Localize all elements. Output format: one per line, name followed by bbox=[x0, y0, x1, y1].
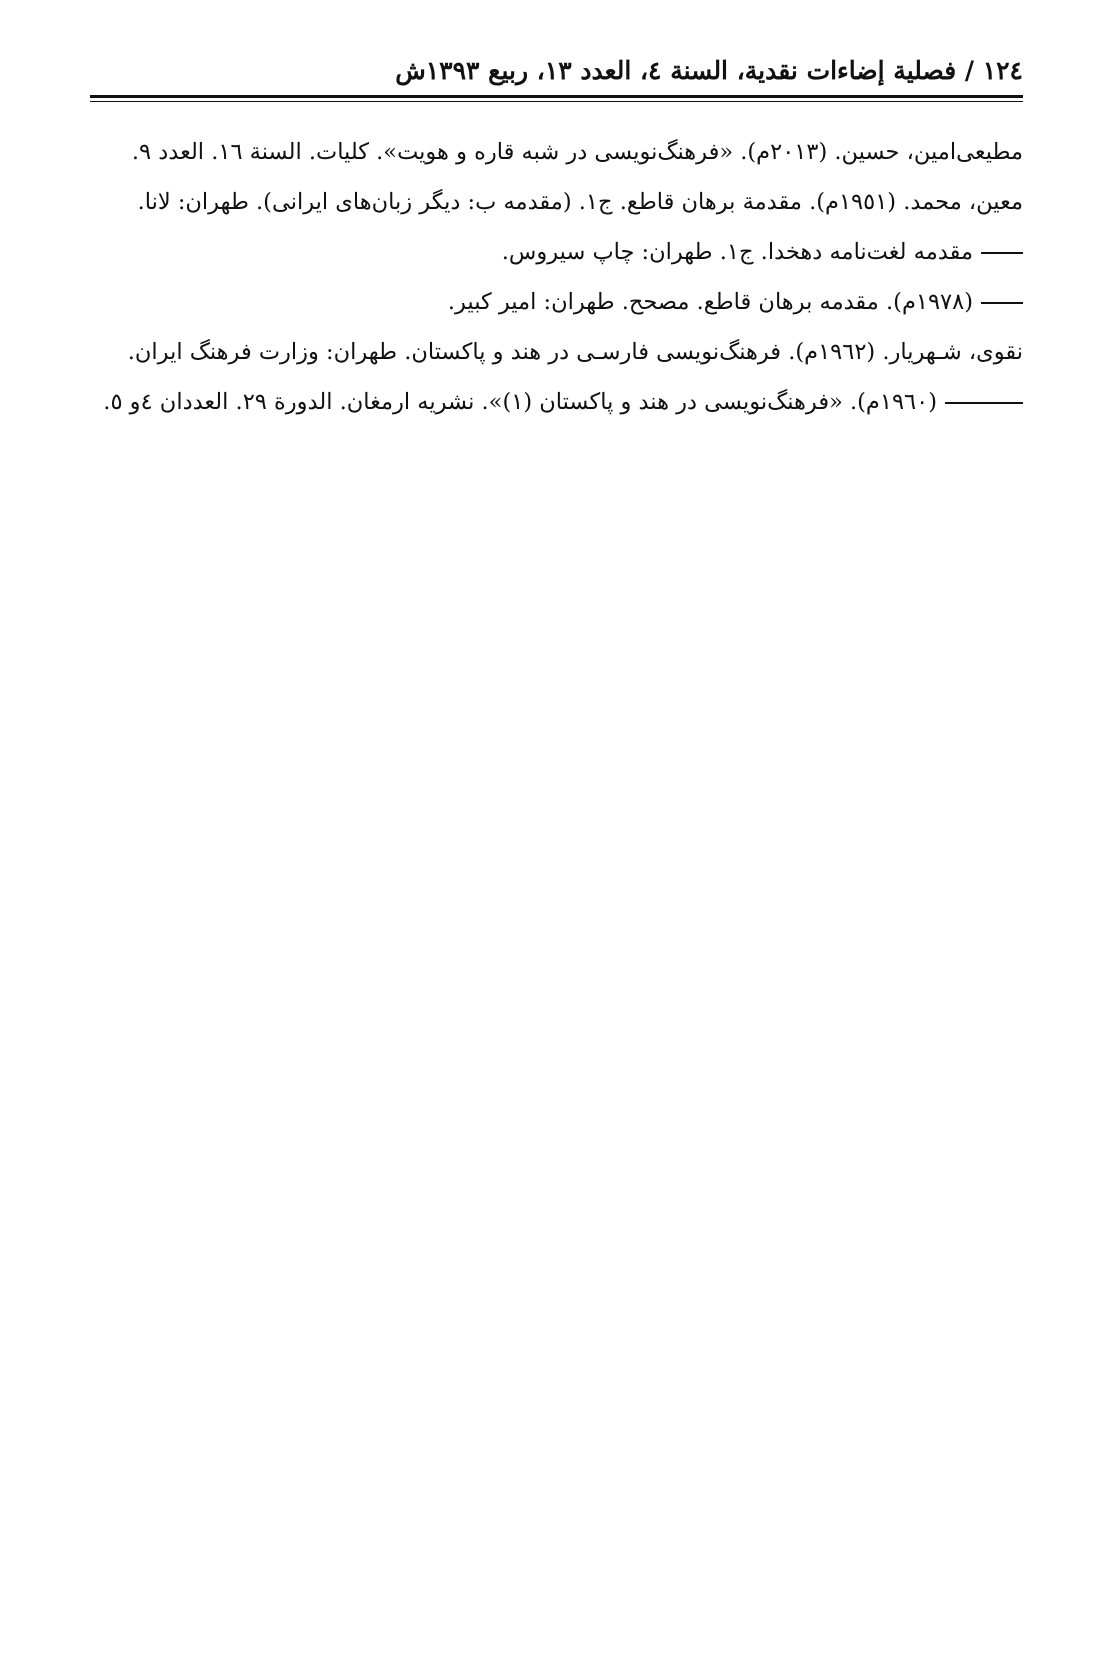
reference-list bbox=[90, 128, 1023, 428]
reference-entry-motiee-amin bbox=[90, 128, 1023, 176]
reference-entry-moein bbox=[90, 178, 1023, 226]
reference-entry-naqavi-armaghan bbox=[90, 378, 1023, 426]
repeated-author-dash bbox=[945, 402, 1023, 404]
reference-text: مطیعی‌امین، حسین. (٢٠١٣م). «فرهنگ‌نویسی در شبه قاره و هویت». کلیات. السنة ١٦. العدد ٩. bbox=[131, 139, 1023, 165]
reference-entry-naqavi bbox=[90, 328, 1023, 376]
reference-text: (١٩٦٠م). «فرهنگ‌نویسی در هند و پاکستان (١)». نشریه ارمغان. الدورة ٢٩. العددان ٤و ٥. bbox=[103, 389, 937, 415]
header-rule-thin bbox=[90, 101, 1023, 102]
repeated-author-dash bbox=[981, 252, 1023, 254]
reference-text: معین، محمد. (١٩٥١م). مقدمة برهان قاطع. ج١. (مقدمه ب: دیگر زبان‌های ایرانی). طهران: لانا. bbox=[137, 189, 1023, 215]
reference-text: مقدمه لغت‌نامه دهخدا. ج١. طهران: چاپ سیروس. bbox=[501, 239, 973, 265]
repeated-author-dash bbox=[981, 302, 1023, 304]
reference-entry-moein-borhan bbox=[90, 278, 1023, 326]
reference-text: (١٩٧٨م). مقدمه برهان قاطع. مصحح. طهران: امیر کبیر. bbox=[447, 289, 973, 315]
reference-text: نقوی، شـهریار. (١٩٦٢م). فرهنگ‌نویسی فارسـی در هند و پاکستان. طهران: وزارت فرهنگ ایران. bbox=[127, 339, 1023, 365]
header-rule-thick bbox=[90, 95, 1023, 98]
reference-entry-moein-dehkhoda bbox=[90, 228, 1023, 276]
running-head: ١٢٤ / فصلية إضاءات نقدية، السنة ٤، العدد ١٣، ربيع ١٣٩٣ش bbox=[395, 56, 1023, 85]
